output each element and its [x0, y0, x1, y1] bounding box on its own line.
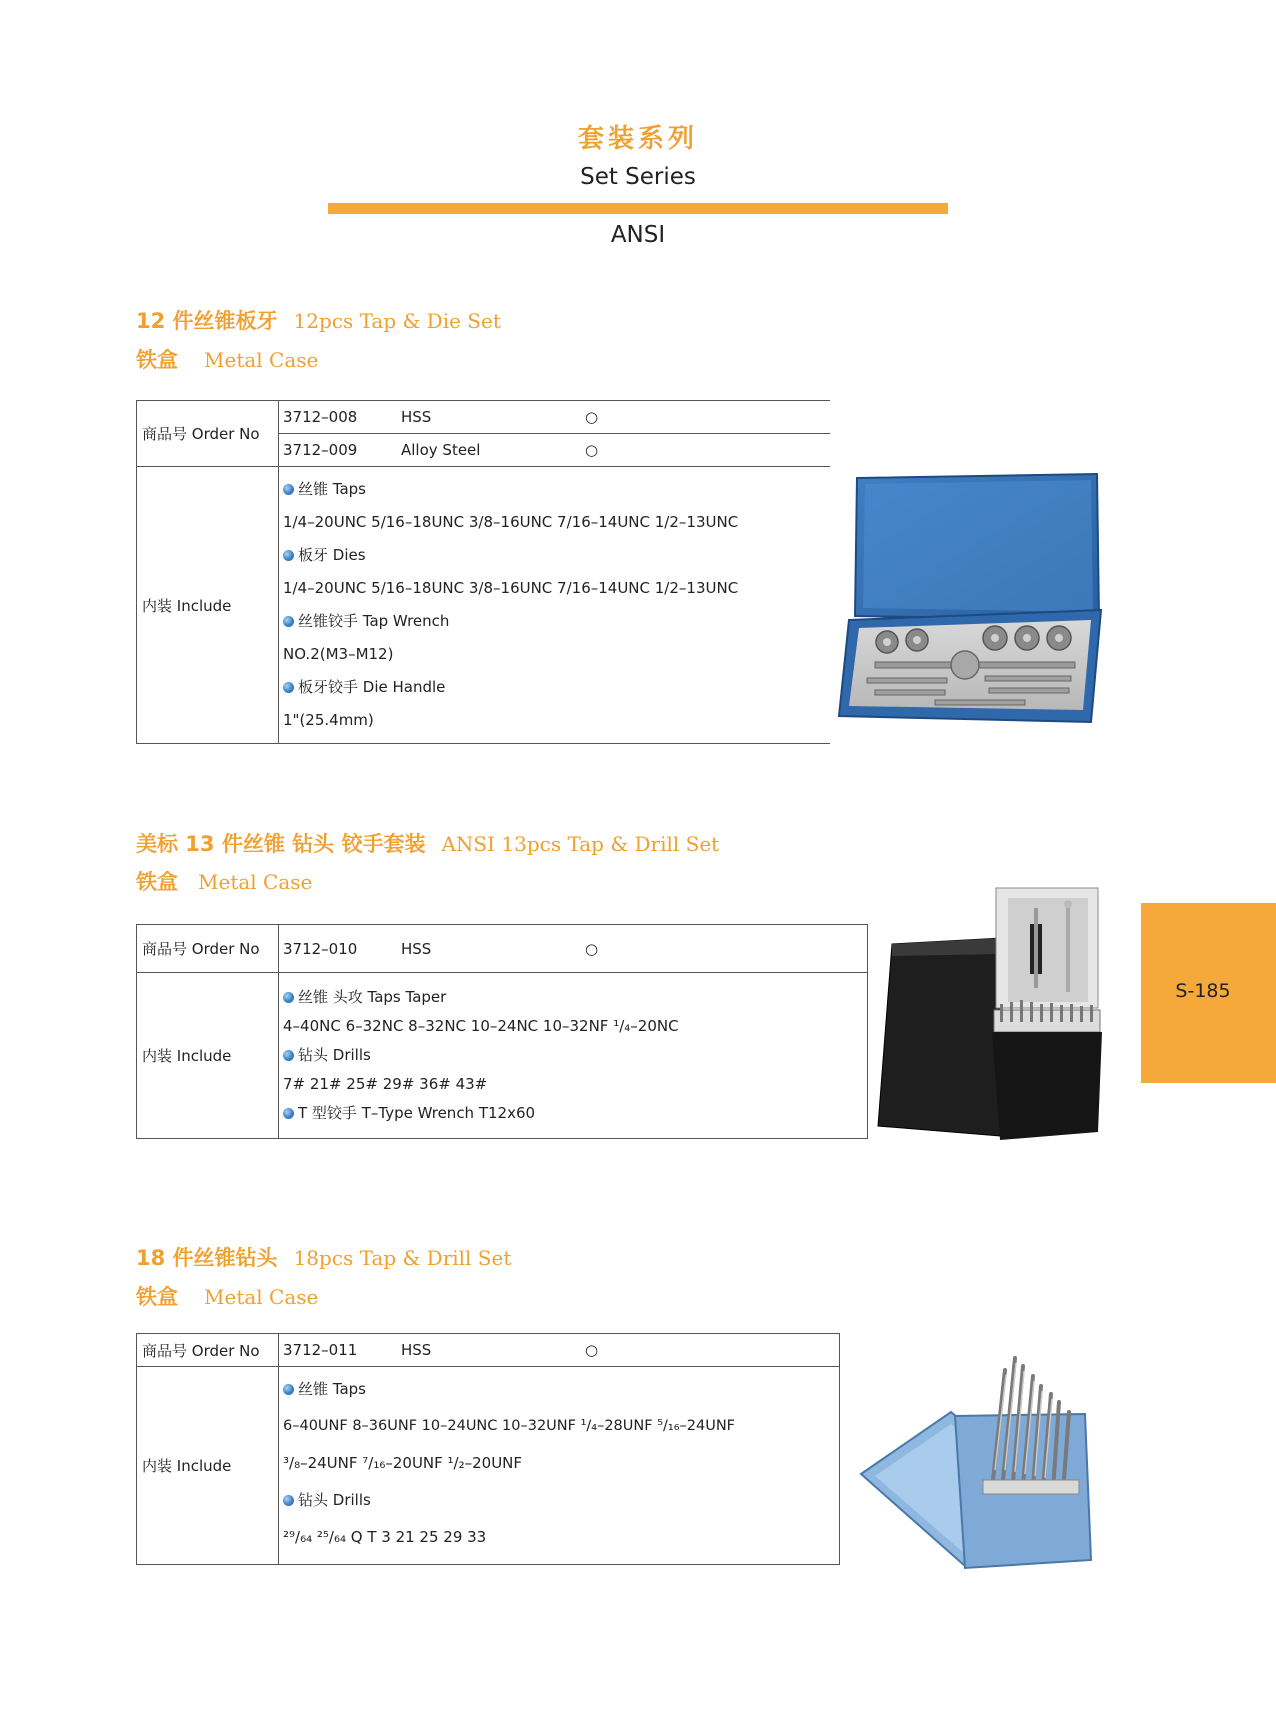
bullet-icon — [283, 484, 294, 495]
tap-drill-18-set-image — [855, 1330, 1115, 1576]
section1-table — [136, 400, 830, 744]
bullet-icon — [283, 992, 294, 1003]
section1-title-en: 12pcs Tap & Die Set — [293, 309, 501, 333]
include-line: 丝锥铰手 Tap Wrench — [283, 605, 826, 638]
order-row — [279, 1334, 840, 1367]
page-title-en: Set Series — [580, 164, 696, 190]
include-line: ²⁹/₆₄ ²⁵/₆₄ Q T 3 21 25 29 33 — [283, 1528, 487, 1546]
order-row — [279, 434, 831, 467]
bullet-icon — [283, 682, 294, 693]
section3-table — [136, 1333, 840, 1565]
include-label: 内装 Include — [137, 1367, 279, 1565]
include-line: 1/4–20UNC 5/16–18UNC 3/8–16UNC 7/16–14UNC 1/2–13UNC — [283, 579, 739, 597]
include-line: NO.2(M3–M12) — [283, 645, 394, 663]
include-line: 板牙铰手 Die Handle — [283, 671, 826, 704]
section1-case — [136, 344, 318, 374]
standard-label: ANSI — [610, 222, 666, 248]
bullet-icon — [283, 1495, 294, 1506]
section2-case-cn: 铁盒 — [136, 870, 178, 894]
section2-case — [136, 866, 312, 896]
page-title-cn: 套装系列 — [577, 124, 698, 154]
section3-title — [136, 1242, 511, 1272]
include-line: ³/₈–24UNF ⁷/₁₆–20UNF ¹/₂–20UNF — [283, 1454, 523, 1472]
section3-case — [136, 1281, 318, 1311]
order-code: 3712–008 — [283, 408, 358, 426]
order-row — [279, 925, 868, 973]
order-no-label: 商品号 Order No — [137, 401, 279, 467]
order-code: 3712–011 — [283, 1341, 358, 1359]
order-no-label: 商品号 Order No — [137, 925, 279, 973]
section2-table — [136, 924, 868, 1139]
include-line: 钻头 Drills — [283, 1482, 835, 1519]
bullet-icon — [283, 616, 294, 627]
section2-title-cn: 美标 13 件丝锥 钻头 铰手套装 — [136, 832, 426, 856]
availability-mark: ○ — [585, 441, 599, 459]
include-label: 内装 Include — [137, 467, 279, 744]
availability-mark: ○ — [585, 408, 599, 426]
section2-title — [136, 828, 719, 858]
order-code: 3712–009 — [283, 441, 358, 459]
page-number: S-185 — [1175, 980, 1231, 1002]
order-material: HSS — [401, 939, 432, 958]
section3-case-en: Metal Case — [204, 1285, 319, 1309]
section1-title — [136, 305, 501, 335]
section3-case-cn: 铁盒 — [136, 1285, 178, 1309]
section2-case-en: Metal Case — [198, 870, 313, 894]
bullet-icon — [283, 1108, 294, 1119]
section3-title-en: 18pcs Tap & Drill Set — [293, 1246, 512, 1270]
availability-mark: ○ — [585, 939, 599, 958]
include-line: 4–40NC 6–32NC 8–32NC 10–24NC 10–32NF ¹/₄–20NC — [283, 1017, 679, 1035]
include-line: 板牙 Dies — [283, 539, 826, 572]
order-no-label: 商品号 Order No — [137, 1334, 279, 1367]
include-cell — [279, 467, 831, 744]
bullet-icon — [283, 550, 294, 561]
order-row — [279, 401, 831, 434]
include-cell — [279, 1367, 840, 1565]
include-line: 钻头 Drills — [283, 1041, 863, 1070]
include-line: 丝锥 Taps — [283, 1371, 835, 1408]
availability-mark: ○ — [585, 1341, 599, 1359]
include-cell — [279, 973, 868, 1139]
section1-case-en: Metal Case — [204, 348, 319, 372]
bullet-icon — [283, 1384, 294, 1395]
tap-drill-set-image — [870, 884, 1110, 1144]
order-material: HSS — [401, 1341, 432, 1359]
section2-title-en: ANSI 13pcs Tap & Drill Set — [441, 832, 720, 856]
bullet-icon — [283, 1050, 294, 1061]
header-divider — [328, 203, 948, 214]
tap-die-set-image — [835, 470, 1105, 730]
order-code: 3712–010 — [283, 939, 358, 958]
include-label: 内装 Include — [137, 973, 279, 1139]
order-material: Alloy Steel — [401, 441, 481, 459]
include-line: 1/4–20UNC 5/16–18UNC 3/8–16UNC 7/16–14UNC 1/2–13UNC — [283, 513, 739, 531]
include-line: T 型铰手 T–Type Wrench T12x60 — [283, 1099, 863, 1128]
order-material: HSS — [401, 408, 432, 426]
section3-title-cn: 18 件丝锥钻头 — [136, 1246, 278, 1270]
section1-title-cn: 12 件丝锥板牙 — [136, 309, 278, 333]
include-line: 1"(25.4mm) — [283, 711, 374, 729]
section1-case-cn: 铁盒 — [136, 348, 178, 372]
include-line: 6–40UNF 8–36UNF 10–24UNC 10–32UNF ¹/₄–28UNF ⁵/₁₆–24UNF — [283, 1418, 736, 1434]
include-line: 丝锥 头攻 Taps Taper — [283, 983, 863, 1012]
include-line: 7# 21# 25# 29# 36# 43# — [283, 1075, 488, 1093]
include-line: 丝锥 Taps — [283, 473, 826, 506]
